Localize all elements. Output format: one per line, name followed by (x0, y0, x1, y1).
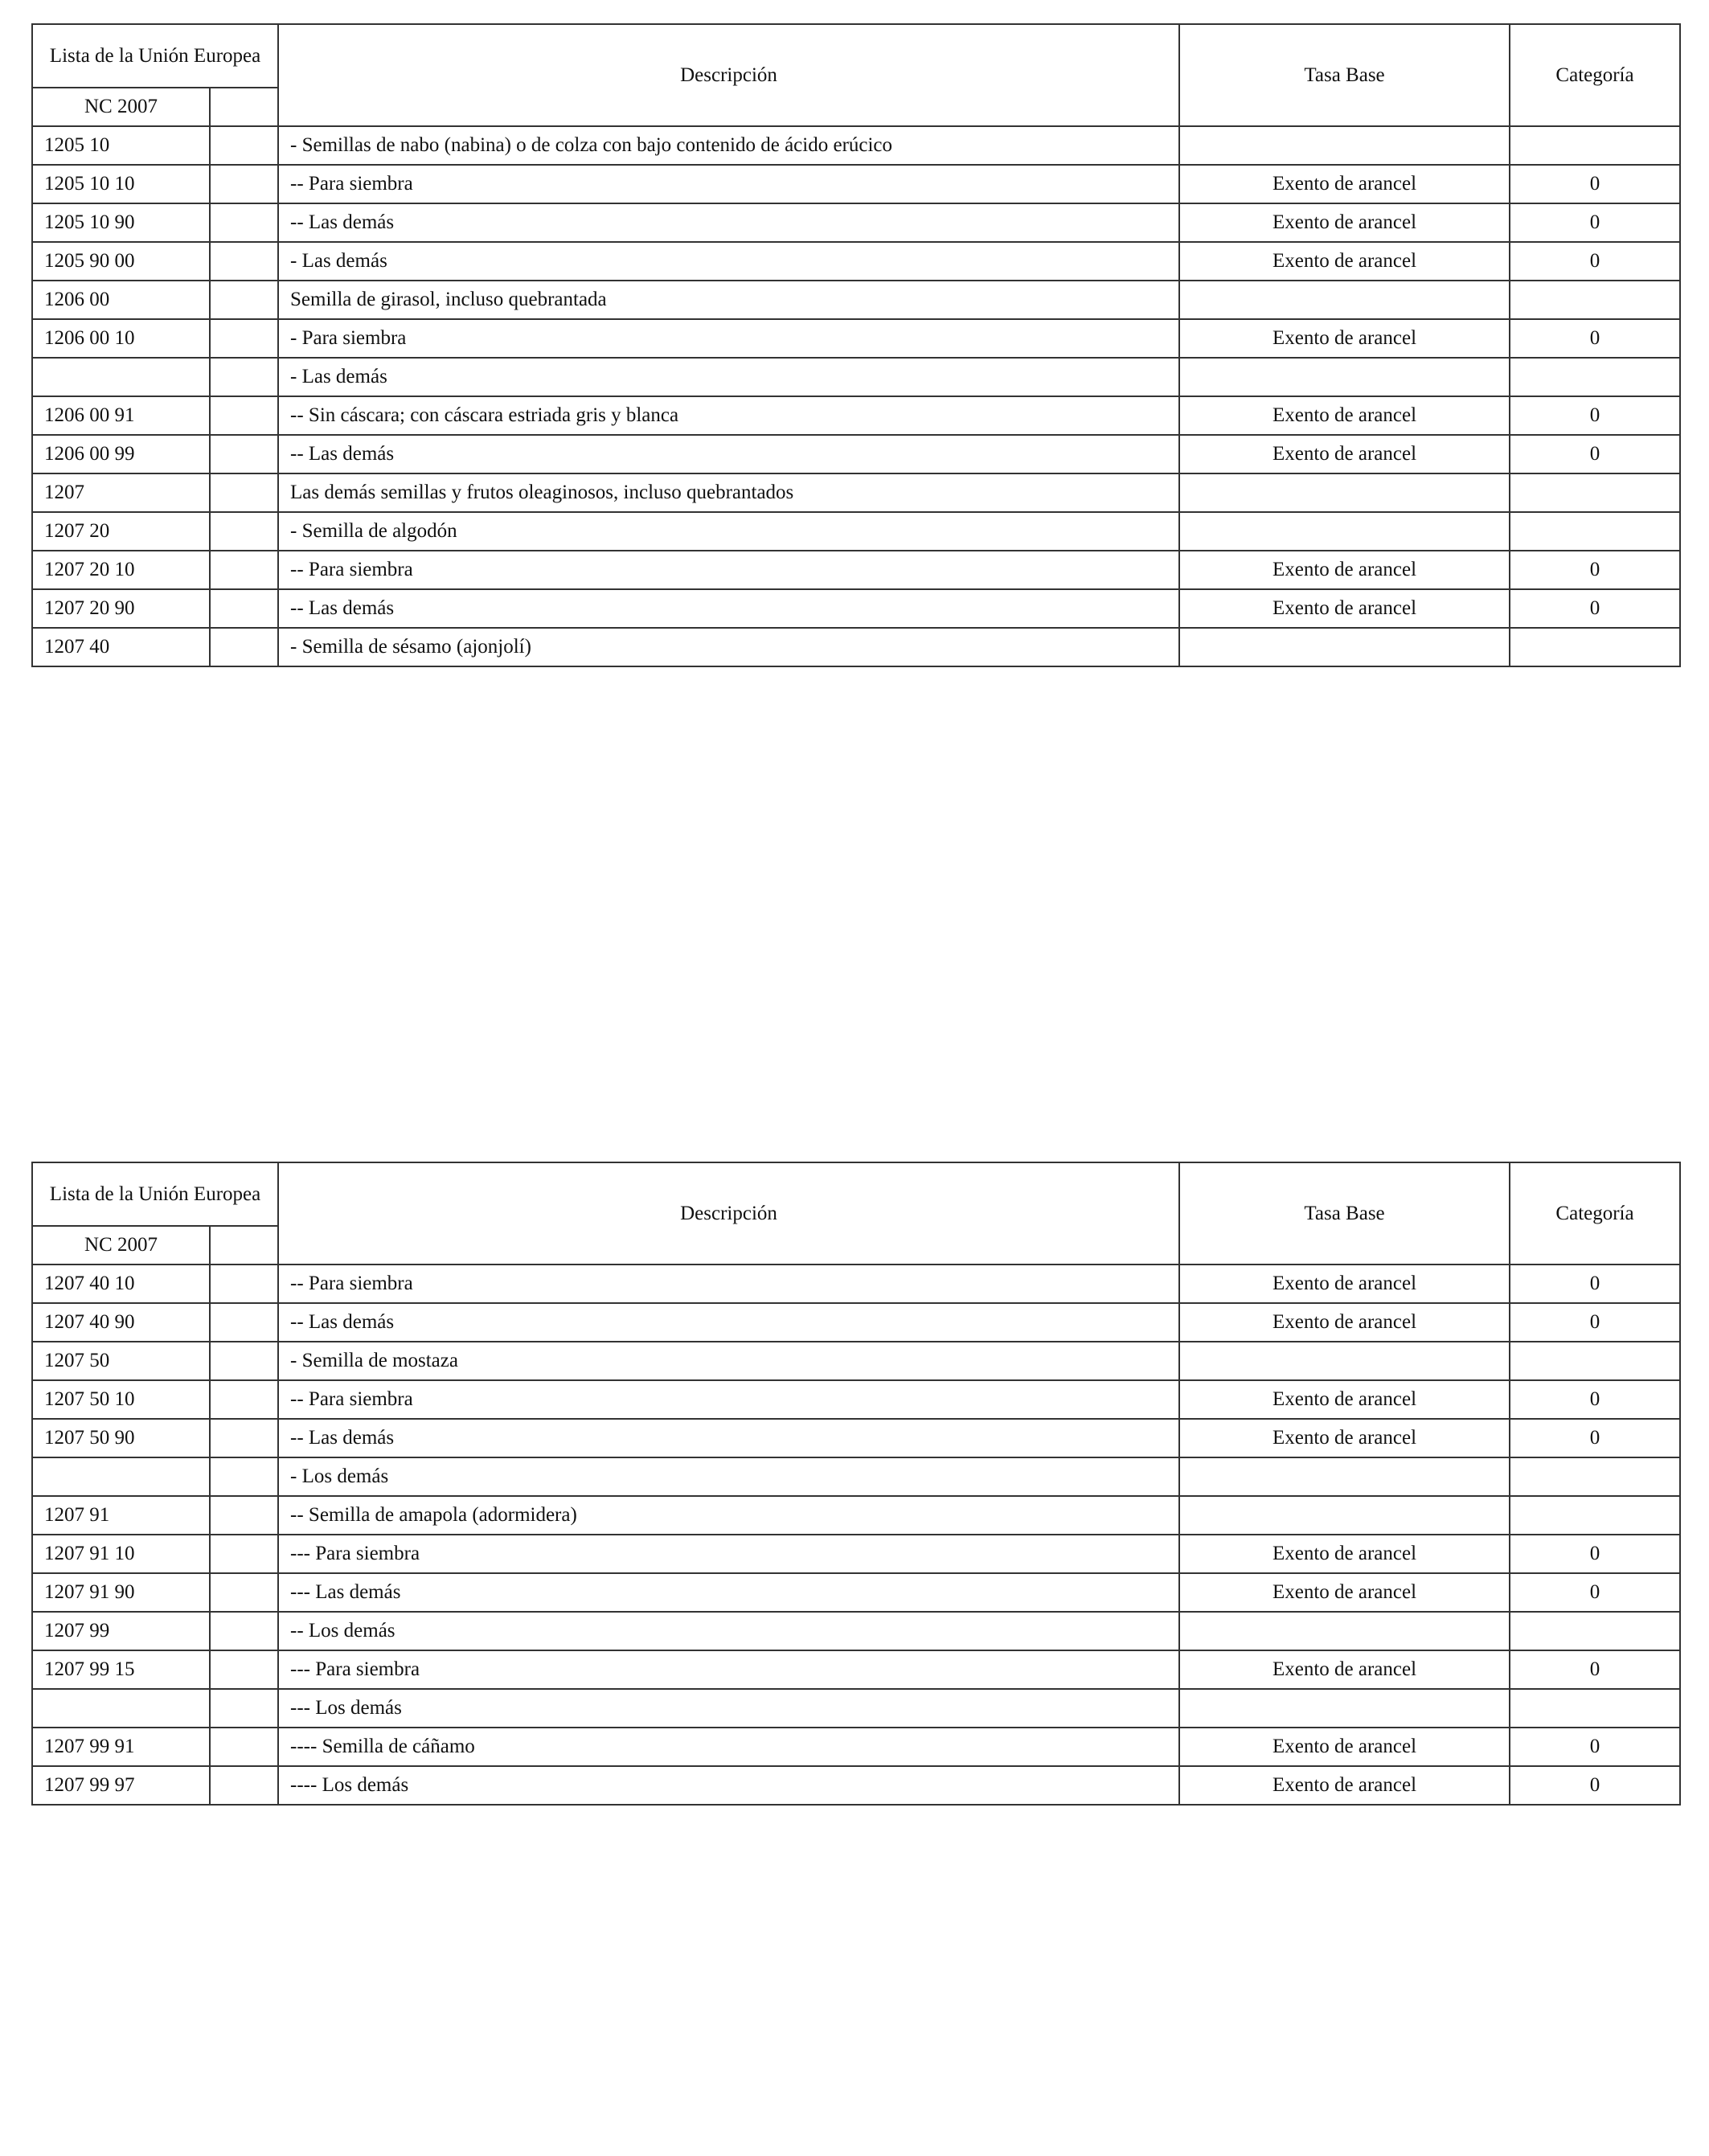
empty-cell (210, 358, 278, 396)
description-cell: - Los demás (278, 1457, 1179, 1496)
code-cell: 1207 91 10 (32, 1535, 210, 1573)
description-cell: Las demás semillas y frutos oleaginosos, incluso quebrantados (278, 473, 1179, 512)
empty-cell (210, 396, 278, 435)
tasa-base-cell (1179, 281, 1510, 319)
table-row (32, 589, 1680, 628)
categoria-cell: 0 (1510, 1728, 1680, 1766)
header-nc-2007: NC 2007 (32, 1226, 210, 1264)
code-cell: 1207 99 15 (32, 1650, 210, 1689)
code-cell: 1206 00 91 (32, 396, 210, 435)
table-row (32, 1535, 1680, 1573)
code-cell: 1205 10 (32, 126, 210, 165)
description-cell: - Las demás (278, 358, 1179, 396)
description-cell: --- Para siembra (278, 1535, 1179, 1573)
header-nc-2007: NC 2007 (32, 88, 210, 126)
table-row (32, 319, 1680, 358)
empty-cell (210, 1380, 278, 1419)
tasa-base-cell: Exento de arancel (1179, 1573, 1510, 1612)
empty-cell (210, 165, 278, 203)
categoria-cell: 0 (1510, 1264, 1680, 1303)
categoria-cell: 0 (1510, 396, 1680, 435)
header-descripcion: Descripción (278, 24, 1179, 126)
tasa-base-cell: Exento de arancel (1179, 551, 1510, 589)
table-row (32, 1342, 1680, 1380)
code-cell: 1207 (32, 473, 210, 512)
table-row (32, 1380, 1680, 1419)
empty-cell (210, 1766, 278, 1805)
code-cell: 1207 40 (32, 628, 210, 666)
table-row (32, 1264, 1680, 1303)
categoria-cell: 0 (1510, 1303, 1680, 1342)
categoria-cell (1510, 512, 1680, 551)
tariff-table-2 (31, 1162, 1681, 1806)
table-row (32, 1457, 1680, 1496)
description-cell: - Semilla de mostaza (278, 1342, 1179, 1380)
tasa-base-cell: Exento de arancel (1179, 435, 1510, 473)
description-cell: - Semillas de nabo (nabina) o de colza con bajo contenido de ácido erúcico (278, 126, 1179, 165)
empty-cell (210, 473, 278, 512)
table-row (32, 203, 1680, 242)
tasa-base-cell (1179, 1612, 1510, 1650)
table-row (32, 473, 1680, 512)
code-cell: 1205 90 00 (32, 242, 210, 281)
header-lista-union-europea: Lista de la Unión Europea (32, 1162, 278, 1226)
categoria-cell (1510, 1342, 1680, 1380)
table-row (32, 358, 1680, 396)
empty-cell (210, 126, 278, 165)
categoria-cell (1510, 1457, 1680, 1496)
categoria-cell: 0 (1510, 1535, 1680, 1573)
categoria-cell: 0 (1510, 551, 1680, 589)
tasa-base-cell (1179, 126, 1510, 165)
table-row (32, 1496, 1680, 1535)
code-cell: 1207 99 (32, 1612, 210, 1650)
tasa-base-cell (1179, 1689, 1510, 1728)
empty-cell (210, 1419, 278, 1457)
code-cell: 1207 50 (32, 1342, 210, 1380)
description-cell: -- Las demás (278, 1303, 1179, 1342)
description-cell: -- Las demás (278, 203, 1179, 242)
header-lista-union-europea: Lista de la Unión Europea (32, 24, 278, 88)
tasa-base-cell (1179, 512, 1510, 551)
table-row (32, 1573, 1680, 1612)
categoria-cell: 0 (1510, 165, 1680, 203)
empty-cell (210, 1573, 278, 1612)
header-empty-cell (210, 88, 278, 126)
empty-cell (210, 1535, 278, 1573)
table-row (32, 1766, 1680, 1805)
empty-cell (210, 242, 278, 281)
table-body (32, 126, 1680, 666)
description-cell: -- Para siembra (278, 1380, 1179, 1419)
empty-cell (210, 1612, 278, 1650)
empty-cell (210, 319, 278, 358)
categoria-cell (1510, 1689, 1680, 1728)
tariff-table-1 (31, 23, 1681, 667)
description-cell: --- Para siembra (278, 1650, 1179, 1689)
categoria-cell: 0 (1510, 1573, 1680, 1612)
table-row (32, 628, 1680, 666)
description-cell: -- Para siembra (278, 1264, 1179, 1303)
description-cell: -- Semilla de amapola (adormidera) (278, 1496, 1179, 1535)
tasa-base-cell: Exento de arancel (1179, 203, 1510, 242)
table-row (32, 1612, 1680, 1650)
tasa-base-cell: Exento de arancel (1179, 1728, 1510, 1766)
code-cell: 1207 50 90 (32, 1419, 210, 1457)
header-tasa-base: Tasa Base (1179, 24, 1510, 126)
empty-cell (210, 281, 278, 319)
categoria-cell: 0 (1510, 589, 1680, 628)
description-cell: --- Las demás (278, 1573, 1179, 1612)
tasa-base-cell: Exento de arancel (1179, 1650, 1510, 1689)
code-cell: 1207 20 10 (32, 551, 210, 589)
table-row (32, 1689, 1680, 1728)
description-cell: - Las demás (278, 242, 1179, 281)
code-cell: 1206 00 99 (32, 435, 210, 473)
empty-cell (210, 1650, 278, 1689)
categoria-cell (1510, 473, 1680, 512)
description-cell: -- Las demás (278, 435, 1179, 473)
categoria-cell (1510, 1612, 1680, 1650)
tasa-base-cell: Exento de arancel (1179, 1380, 1510, 1419)
empty-cell (210, 1264, 278, 1303)
tasa-base-cell: Exento de arancel (1179, 1264, 1510, 1303)
tasa-base-cell (1179, 628, 1510, 666)
table-row (32, 551, 1680, 589)
categoria-cell: 0 (1510, 435, 1680, 473)
table-row (32, 1303, 1680, 1342)
tasa-base-cell: Exento de arancel (1179, 242, 1510, 281)
code-cell (32, 1457, 210, 1496)
header-empty-cell (210, 1226, 278, 1264)
empty-cell (210, 435, 278, 473)
table-row (32, 126, 1680, 165)
table-body (32, 1264, 1680, 1805)
table-row (32, 242, 1680, 281)
code-cell: 1207 40 90 (32, 1303, 210, 1342)
table-row (32, 396, 1680, 435)
table-row (32, 165, 1680, 203)
code-cell: 1207 91 90 (32, 1573, 210, 1612)
table-row (32, 281, 1680, 319)
code-cell: 1207 91 (32, 1496, 210, 1535)
categoria-cell: 0 (1510, 203, 1680, 242)
tasa-base-cell: Exento de arancel (1179, 1303, 1510, 1342)
empty-cell (210, 551, 278, 589)
tasa-base-cell: Exento de arancel (1179, 1419, 1510, 1457)
header-categoria: Categoría (1510, 24, 1680, 126)
description-cell: -- Las demás (278, 1419, 1179, 1457)
empty-cell (210, 1496, 278, 1535)
code-cell: 1207 20 (32, 512, 210, 551)
code-cell: 1207 99 91 (32, 1728, 210, 1766)
empty-cell (210, 628, 278, 666)
code-cell: 1207 40 10 (32, 1264, 210, 1303)
header-tasa-base: Tasa Base (1179, 1162, 1510, 1264)
tasa-base-cell: Exento de arancel (1179, 1766, 1510, 1805)
table-row (32, 1728, 1680, 1766)
table-row (32, 435, 1680, 473)
tasa-base-cell (1179, 1457, 1510, 1496)
description-cell: ---- Los demás (278, 1766, 1179, 1805)
code-cell: 1206 00 (32, 281, 210, 319)
description-cell: - Semilla de algodón (278, 512, 1179, 551)
tasa-base-cell (1179, 473, 1510, 512)
categoria-cell (1510, 1496, 1680, 1535)
table-row (32, 1650, 1680, 1689)
tasa-base-cell (1179, 1496, 1510, 1535)
categoria-cell: 0 (1510, 1766, 1680, 1805)
table-row (32, 512, 1680, 551)
empty-cell (210, 1689, 278, 1728)
categoria-cell: 0 (1510, 242, 1680, 281)
tasa-base-cell: Exento de arancel (1179, 165, 1510, 203)
description-cell: Semilla de girasol, incluso quebrantada (278, 281, 1179, 319)
table-row (32, 1419, 1680, 1457)
description-cell: -- Las demás (278, 589, 1179, 628)
header-categoria: Categoría (1510, 1162, 1680, 1264)
code-cell: 1207 50 10 (32, 1380, 210, 1419)
categoria-cell (1510, 358, 1680, 396)
tasa-base-cell (1179, 358, 1510, 396)
header-descripcion: Descripción (278, 1162, 1179, 1264)
categoria-cell: 0 (1510, 1419, 1680, 1457)
description-cell: - Para siembra (278, 319, 1179, 358)
tasa-base-cell: Exento de arancel (1179, 319, 1510, 358)
code-cell: 1207 99 97 (32, 1766, 210, 1805)
tasa-base-cell: Exento de arancel (1179, 396, 1510, 435)
categoria-cell (1510, 126, 1680, 165)
empty-cell (210, 1342, 278, 1380)
code-cell (32, 358, 210, 396)
code-cell: 1205 10 90 (32, 203, 210, 242)
description-cell: -- Sin cáscara; con cáscara estriada gris y blanca (278, 396, 1179, 435)
description-cell: --- Los demás (278, 1689, 1179, 1728)
empty-cell (210, 512, 278, 551)
description-cell: - Semilla de sésamo (ajonjolí) (278, 628, 1179, 666)
empty-cell (210, 203, 278, 242)
empty-cell (210, 589, 278, 628)
empty-cell (210, 1303, 278, 1342)
description-cell: -- Los demás (278, 1612, 1179, 1650)
tasa-base-cell: Exento de arancel (1179, 589, 1510, 628)
description-cell: -- Para siembra (278, 551, 1179, 589)
code-cell: 1205 10 10 (32, 165, 210, 203)
code-cell (32, 1689, 210, 1728)
tasa-base-cell: Exento de arancel (1179, 1535, 1510, 1573)
table-header (32, 1162, 1680, 1264)
code-cell: 1207 20 90 (32, 589, 210, 628)
categoria-cell: 0 (1510, 1380, 1680, 1419)
empty-cell (210, 1728, 278, 1766)
table-header (32, 24, 1680, 126)
code-cell: 1206 00 10 (32, 319, 210, 358)
description-cell: ---- Semilla de cáñamo (278, 1728, 1179, 1766)
categoria-cell: 0 (1510, 1650, 1680, 1689)
tasa-base-cell (1179, 1342, 1510, 1380)
empty-cell (210, 1457, 278, 1496)
categoria-cell: 0 (1510, 319, 1680, 358)
categoria-cell (1510, 628, 1680, 666)
categoria-cell (1510, 281, 1680, 319)
description-cell: -- Para siembra (278, 165, 1179, 203)
